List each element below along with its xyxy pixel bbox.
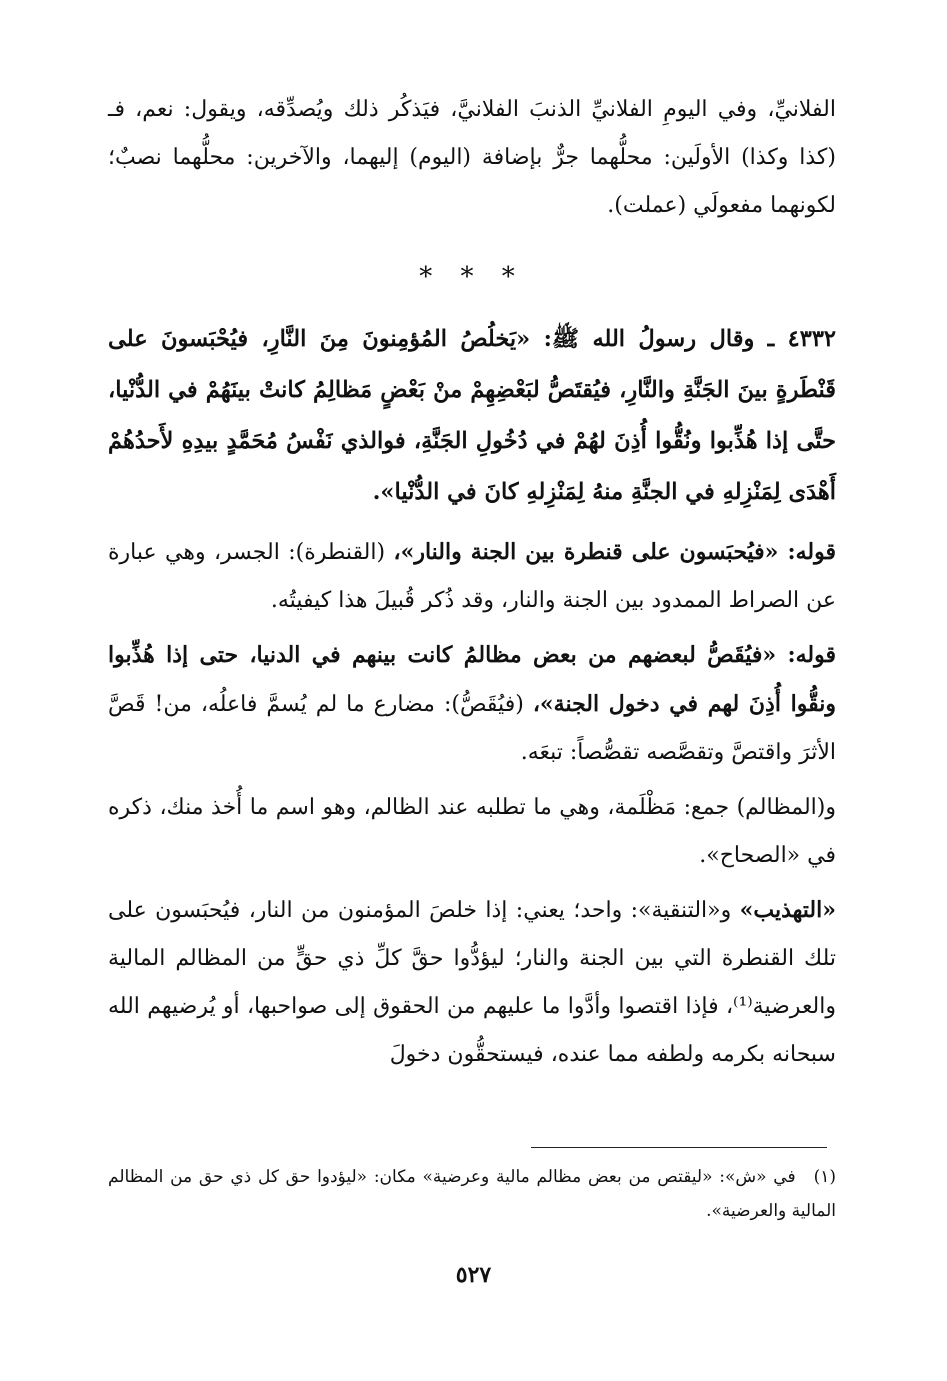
- commentary-text: و«التنقية»: واحد؛ يعني: إذا خلصَ المؤمنون من النار، فيُحبَسون على تلك القنطرة التي بين الجنة والنار؛ ليؤدُّوا حقَّ كلِّ ذي حقٍّ من المظالم المالية والعرضية⁽¹⁾، فإذا اقتصوا وأدَّوا ما عليهم من الحقوق إلى صواحبها، أو يُرضيهم الله سبحانه بكرمه ولطفه مما عنده، فيستحقُّون دخولَ: [108, 898, 836, 1067]
- footnote-divider: [531, 1147, 827, 1148]
- page-number: ٥٢٧: [455, 1262, 492, 1288]
- footnote: [108, 1160, 836, 1228]
- footnote-text: في «ش»: «ليقتص من بعض مظالم مالية وعرضية» مكان: «ليؤدوا حق كل ذي حق من المظالم المالية والعرضية».: [108, 1167, 836, 1221]
- commentary-quote: قوله: «فيُحبَسون على قنطرة بين الجنة والنار»،: [393, 539, 836, 565]
- footnote-number: (١): [813, 1167, 836, 1187]
- hadith-paragraph: ٤٣٣٢ ـ وقال رسولُ الله ﷺ: «يَخلُصُ المُؤمِنونَ مِنَ النَّارِ، فيُحْبَسونَ على قَنْطَرةٍ بينَ الجَنَّةِ والنَّارِ، فيُقتَصُّ لبَعْضِهِمْ منْ بَعْضٍ مَظالِمُ كانتْ بينَهُمْ في الدُّنْيا، حتَّى إذا هُذِّبوا ونُقُّوا أُذِنَ لهُمْ في دُخُولِ الجَنَّةِ، فوالذي نَفْسُ مُحَمَّدٍ بيدِهِ لأَحدُهُمْ أَهْدَى لِمَنْزِلهِ في الجنَّةِ منهُ لِمَنْزِلهِ كانَ في الدُّنْيا».: [108, 326, 836, 505]
- intro-paragraph: الفلانيِّ، وفي اليومِ الفلانيِّ الذنبَ الفلانيَّ، فيَذكُر ذلك ويُصدِّقه، ويقول: نعم، فـ (كذا وكذا) الأولَين: محلُّهما جرٌّ بإضافة (اليوم) إليهما، والآخرين: محلُّهما نصبٌ؛ لكونهما مفعولَي (عملت).: [108, 97, 836, 218]
- commentary-quote: قوله: «فيُقَصُّ لبعضهم من بعض مظالمُ كانت بينهم في الدنيا، حتى إذا هُذِّبوا ونقُّوا أُذِنَ لهم في دخول الجنة»،: [108, 642, 836, 717]
- commentary-paragraph: [108, 783, 836, 880]
- commentary-paragraph: [108, 886, 836, 1079]
- commentary-text: و(المظالم) جمع: مَظْلَمة، وهي ما تطلبه عند الظالم، وهو اسم ما أُخذ منك، ذكره في «الصحاح».: [108, 795, 836, 868]
- commentary-section: [108, 528, 836, 1079]
- page-body: [108, 86, 836, 1079]
- commentary-text: (فيُقَصُّ): مضارع ما لم يُسمَّ فاعلُه، من! قَصَّ الأثرَ واقتصَّ وتقصَّصه تقصُّصاً: تبعَه.: [108, 692, 836, 765]
- commentary-text: (القنطرة): الجسر، وهي عبارة عن الصراط الممدود بين الجنة والنار، وقد ذُكر قُبيلَ هذا كيفيتُه.: [108, 540, 836, 613]
- commentary-paragraph: [108, 528, 836, 625]
- commentary-paragraph: [108, 631, 836, 777]
- commentary-quote: «التهذيب»: [739, 897, 836, 923]
- section-separator: * * *: [419, 262, 525, 292]
